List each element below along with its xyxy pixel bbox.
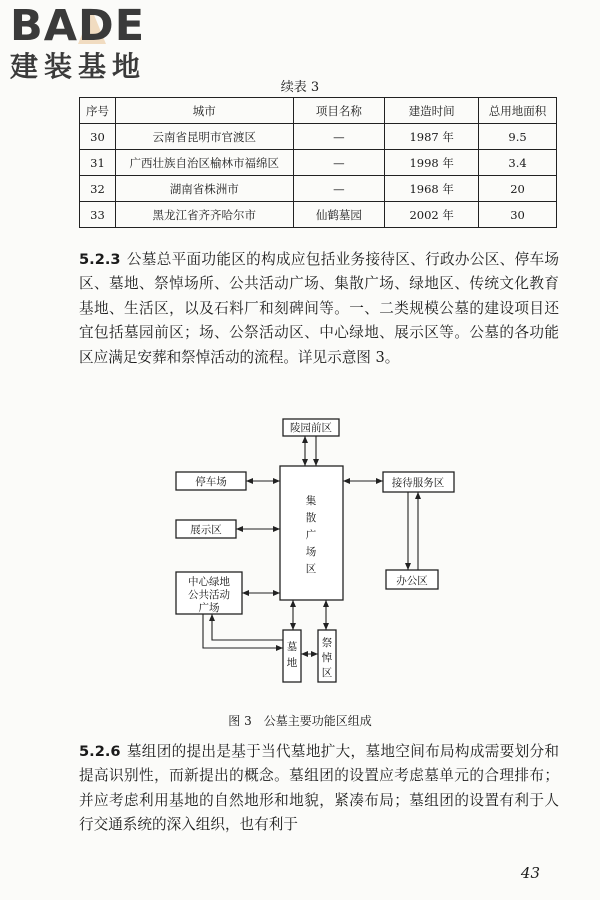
header-project: 项目名称 [293, 98, 385, 124]
box-memorial [318, 630, 336, 682]
box-front-area [283, 419, 339, 436]
cell-project: — [293, 124, 385, 150]
svg-text:陵园前区: 陵园前区 [290, 422, 332, 434]
cell-project: 仙鹤墓园 [293, 202, 385, 228]
table-caption: 续表 3 [280, 80, 320, 95]
logo-wordmark: BADE [10, 1, 146, 51]
box-reception [383, 472, 454, 492]
svg-text:中心绿地: 中心绿地 [188, 576, 230, 588]
cell-project: — [293, 150, 385, 176]
cell-area: 30 [479, 202, 557, 228]
header-city: 城市 [115, 98, 293, 124]
box-office [386, 570, 438, 589]
arrow-cemetery-green [212, 614, 283, 640]
cell-city: 广西壮族自治区榆林市福绵区 [115, 150, 293, 176]
section-number: 5.2.6 [79, 743, 121, 760]
cell-year: 1998 年 [385, 150, 479, 176]
svg-text:祭: 祭 [321, 637, 333, 649]
svg-text:墓: 墓 [286, 641, 298, 653]
cell-year: 2002 年 [385, 202, 479, 228]
svg-text:地: 地 [286, 657, 298, 669]
section-text: 公墓总平面功能区的构成应包括业务接待区、行政办公区、停车场区、墓地、祭悼场所、公共活动广场、集散广场、绿地区、传统文化教育基地、生活区，以及石料厂和刻碑间等。一、二类规模公墓的建设项目还宜包括墓园前区；场、公祭活动区、中心绿地、展示区等。公墓的各功能区应满足安葬和祭悼活动的流程。详见示意图 3。 [79, 251, 559, 366]
svg-text:场: 场 [305, 546, 317, 558]
cell-city: 湖南省株洲市 [115, 176, 293, 202]
cell-city: 云南省昆明市官渡区 [115, 124, 293, 150]
arrow-green-cemetery [203, 614, 283, 648]
svg-text:办公区: 办公区 [396, 575, 428, 587]
box-cemetery [283, 630, 301, 682]
svg-text:广: 广 [305, 529, 317, 541]
cell-no: 32 [80, 176, 116, 202]
header-no: 序号 [80, 98, 116, 124]
svg-text:展示区: 展示区 [190, 524, 222, 536]
box-parking [176, 472, 246, 490]
svg-text:集: 集 [305, 495, 317, 507]
svg-text:停车场: 停车场 [195, 476, 227, 488]
svg-text:散: 散 [305, 512, 317, 524]
box-plaza [280, 466, 343, 600]
cell-no: 33 [80, 202, 116, 228]
svg-text:广场: 广场 [198, 602, 220, 614]
cell-no: 30 [80, 124, 116, 150]
cell-no: 31 [80, 150, 116, 176]
section-5-2-6 [79, 740, 559, 838]
svg-text:接待服务区: 接待服务区 [391, 477, 445, 489]
cell-area: 9.5 [479, 124, 557, 150]
header-area: 总用地面积 [479, 98, 557, 124]
svg-text:区: 区 [321, 667, 333, 679]
cell-year: 1987 年 [385, 124, 479, 150]
box-exhibit [176, 520, 236, 538]
cell-area: 3.4 [479, 150, 557, 176]
svg-text:区: 区 [305, 563, 317, 575]
cell-city: 黑龙江省齐齐哈尔市 [115, 202, 293, 228]
svg-text:公共活动: 公共活动 [188, 589, 230, 601]
figure-caption: 图 3 公墓主要功能区组成 [228, 714, 372, 728]
section-text: 墓组团的提出是基于当代墓地扩大，墓地空间布局构成需要划分和提高识别性，而新提出的概念。墓组团的设置应考虑墓单元的合理排布；并应考虑利用基地的自然地形和地貌，紧凑布局；墓组团的设置有利于人行交通系统的深入组织，也有利于 [79, 743, 559, 834]
section-number: 5.2.3 [79, 251, 121, 268]
page-number: 43 [520, 864, 540, 882]
cell-project: — [293, 176, 385, 202]
svg-text:悼: 悼 [321, 652, 333, 664]
cell-year: 1968 年 [385, 176, 479, 202]
logo-subtitle: 建装基地 [10, 50, 147, 83]
header-year: 建造时间 [385, 98, 479, 124]
cell-area: 20 [479, 176, 557, 202]
box-green-plaza [176, 572, 242, 614]
